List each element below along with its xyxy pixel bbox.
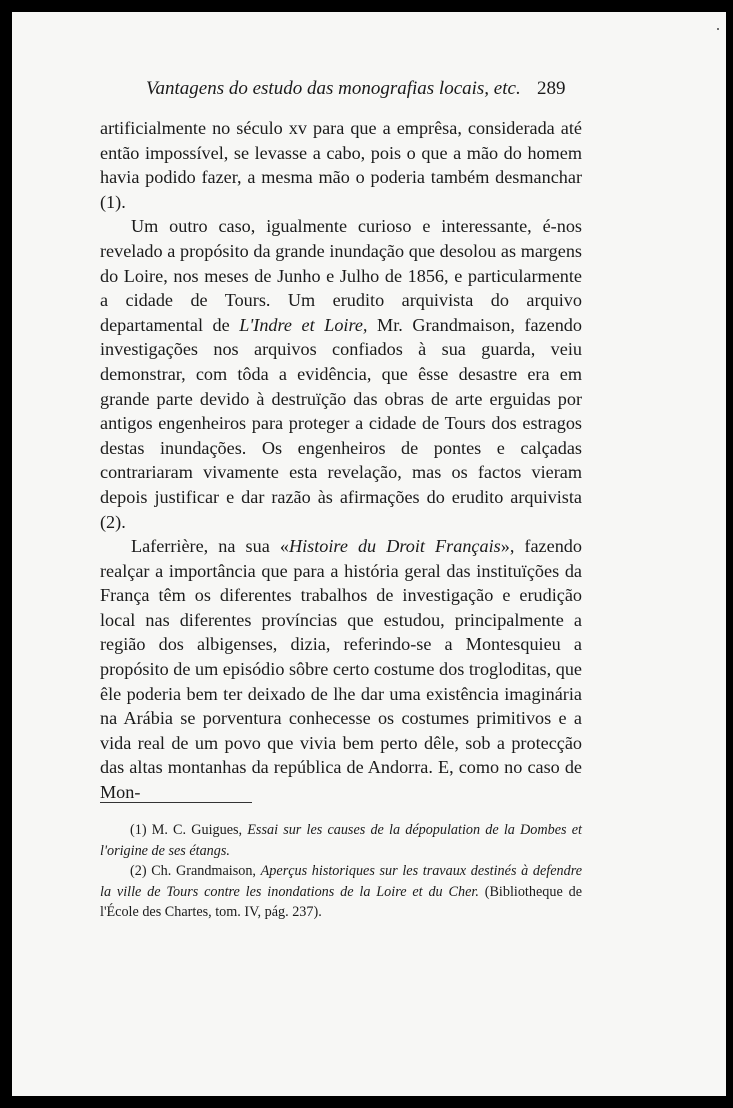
- footnotes: [100, 820, 582, 923]
- footnote-2-author: (2) Ch. Grandmaison,: [130, 863, 261, 879]
- paragraph-2-italic: L'Indre et Loire,: [239, 314, 368, 335]
- page-header: [12, 78, 726, 108]
- footnote-1: [100, 820, 582, 861]
- footnote-1-author: (1) M. C. Guigues,: [130, 822, 248, 838]
- paragraph-3-text-b: », fazendo realçar a importância que para a história geral das instituïções da França têm os diferentes trabalhos de investigação e erudição local nas diferentes províncias que estudou, principalmente a região dos albigenses, dizia, referindo-se a Montesquieu a propósito de um episódio sôbre certo costume dos trogloditas, que êle poderia bem ter deixado de lhe dar uma existência imaginária na Arábia se porventura conhecesse os costumes primitivos e a vida real de um povo que vivia bem perto dêle, sob a protecção das altas montanhas da república de Andorra. E, como no caso de Mon-: [100, 536, 582, 803]
- book-page: [12, 12, 726, 1096]
- footnote-1-title: Essai sur les causes de la dépopulation de la Dombes et l'origine de ses étangs.: [100, 822, 582, 859]
- paragraph-2-text-b: Mr. Grandmaison, fazendo investigações nos arquivos confiados à sua guarda, veiu demonstrar, com tôda a evidência, que êsse desastre era em grande parte devido à destruïção das obras de arte erguidas por antigos engenheiros para proteger a cidade de Tours dos estragos destas inundações. Os engenheiros de pontes e calçadas contrariaram vivamente esta revelação, mas os factos vieram depois justificar e dar razão às afirmações do erudito arquivista (2).: [100, 314, 582, 532]
- footnote-2-title: Aperçus historiques sur les travaux destinés à defendre la ville de Tours contre les inondations de la Loire et du Cher.: [100, 863, 582, 900]
- running-title: Vantagens do estudo das monografias locais, etc.: [146, 78, 521, 99]
- paper-speck: [717, 28, 719, 30]
- main-text: [100, 116, 582, 805]
- paragraph-3-text-a: Laferrière, na sua «: [131, 536, 289, 557]
- paragraph-2-text-a: Um outro caso, igualmente curioso e interessante, é-nos revelado a propósito da grande inundação que desolou as margens do Loire, nos meses de Junho e Julho de 1856, e particularmente a cidade de Tours. Um erudito arquivista do arquivo departamental de: [100, 216, 582, 335]
- paragraph-1-text: artificialmente no século xv para que a emprêsa, considerada até então impossível, se levasse a cabo, pois o que a mão do homem havia podido fazer, a mesma mão o poderia também desmanchar (1).: [100, 118, 582, 212]
- footnote-rule: [100, 802, 252, 803]
- paragraph-1: [100, 116, 582, 214]
- footnote-2: [100, 861, 582, 923]
- footnote-2-source: (Bibliotheque de l'École des Chartes, tom. IV, pág. 237).: [100, 883, 582, 920]
- paragraph-2: [100, 214, 582, 534]
- page-number: 289: [537, 78, 566, 99]
- paragraph-3: [100, 534, 582, 805]
- paragraph-3-italic: Histoire du Droit Français: [288, 536, 501, 557]
